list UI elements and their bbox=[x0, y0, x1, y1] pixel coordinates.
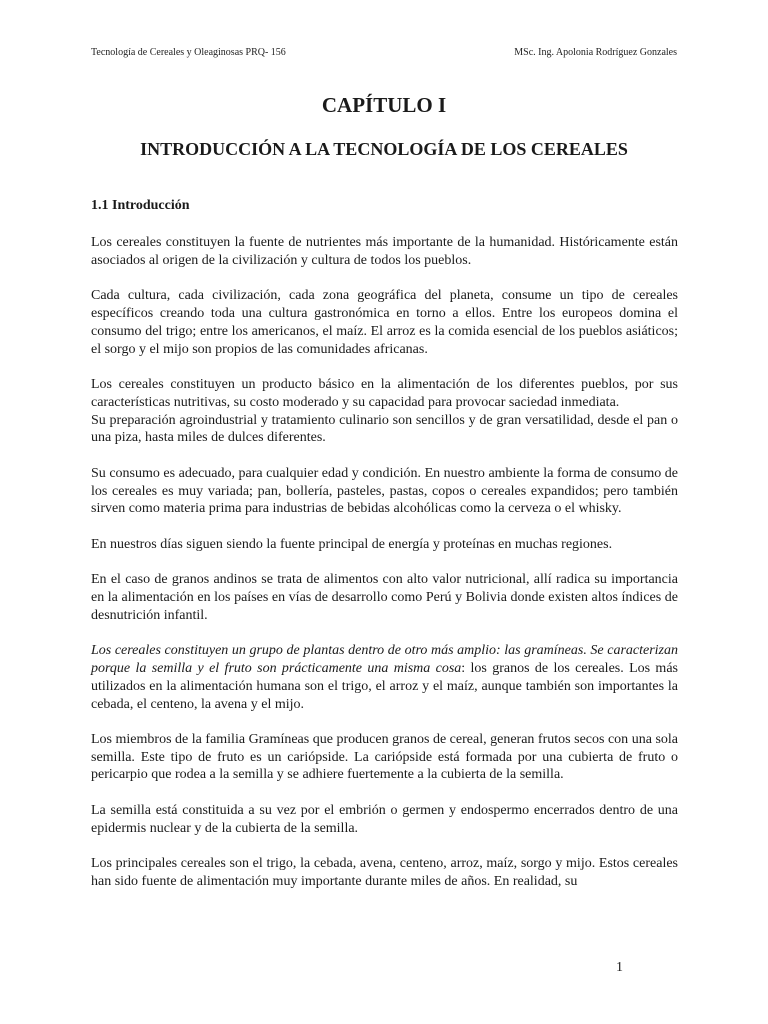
paragraph: La semilla está constituida a su vez por el embrión o germen y endospermo encerrados dentro de una epidermis nuclear y de la cubierta de la semilla. bbox=[91, 802, 678, 836]
paragraph: En el caso de granos andinos se trata de alimentos con alto valor nutricional, allí radica su importancia en la alimentación en los países en vías de desarrollo como Perú y Bolivia donde existen altos índices de desnutrición infantil. bbox=[91, 572, 678, 623]
paragraph-line: Su preparación agroindustrial y tratamiento culinario son sencillos y de gran versatilidad, desde el pan o una piza, hasta miles de dulces diferentes. bbox=[91, 412, 678, 446]
paragraph: Los cereales constituyen la fuente de nutrientes más importante de la humanidad. Históricamente están asociados al origen de la civilización y cultura de todos los pueblos. bbox=[91, 235, 678, 268]
chapter-title: CAPÍTULO I bbox=[321, 93, 447, 117]
paragraph: Los principales cereales son el trigo, la cebada, avena, centeno, arroz, maíz, sorgo y mijo. Estos cereales han sido fuente de alimentación muy importante durante miles de años. En realidad, su bbox=[91, 856, 678, 889]
paragraph: Cada cultura, cada civilización, cada zona geográfica del planeta, consume un tipo de cereales específicos creando toda una cultura gastronómica en torno a ellos. Entre los europeos domina el consumo del trigo; entre los americanos, el maíz. El arroz es la comida esencial de los pueblos asiáticos; el sorgo y el mijo son propios de las comunidades africanas. bbox=[91, 288, 678, 357]
section-heading: 1.1 Introducción bbox=[91, 198, 190, 213]
chapter-subtitle: INTRODUCCIÓN A LA TECNOLOGÍA DE LOS CEREALES bbox=[140, 139, 628, 159]
page-number: 1 bbox=[616, 960, 623, 975]
paragraph-text: : los granos de los cereales. Los más utilizados en la alimentación humana son el trigo, el arroz y el maíz, aunque también son importantes la cebada, el centeno, la avena y el mijo. bbox=[91, 660, 678, 712]
paragraph bbox=[91, 642, 678, 713]
paragraph-line: Los cereales constituyen un producto básico en la alimentación de los diferentes pueblos, por sus características nutritivas, su costo moderado y su capacidad para provocar saciedad inmediata. bbox=[91, 376, 678, 410]
header-course-title: Tecnología de Cereales y Oleaginosas PRQ- 156 bbox=[91, 47, 286, 58]
paragraph: Los miembros de la familia Gramíneas que producen granos de cereal, generan frutos secos con una sola semilla. Este tipo de fruto es un cariópside. La cariópside está formada por una cubierta de fruto o pericarpio que rodea a la semilla y se adhiere fuertemente a la cubierta de la semilla. bbox=[91, 731, 678, 783]
header-author: MSc. Ing. Apolonia Rodríguez Gonzales bbox=[514, 47, 677, 58]
paragraph bbox=[91, 376, 678, 447]
paragraph: Su consumo es adecuado, para cualquier edad y condición. En nuestro ambiente la forma de consumo de los cereales es muy variada; pan, bollería, pasteles, pastas, copos o cereales expandidos; pero también sirven como materia prima para industrias de bebidas alcohólicas como la cerveza o el whisky. bbox=[91, 465, 678, 517]
paragraph: En nuestros días siguen siendo la fuente principal de energía y proteínas en muchas regiones. bbox=[91, 536, 613, 552]
body-text bbox=[91, 234, 678, 908]
italic-definition: Los cereales constituyen un grupo de plantas dentro de otro más amplio: las gramíneas. Se caracterizan porque la semilla y el fruto son prácticamente una misma cosa bbox=[91, 643, 678, 676]
